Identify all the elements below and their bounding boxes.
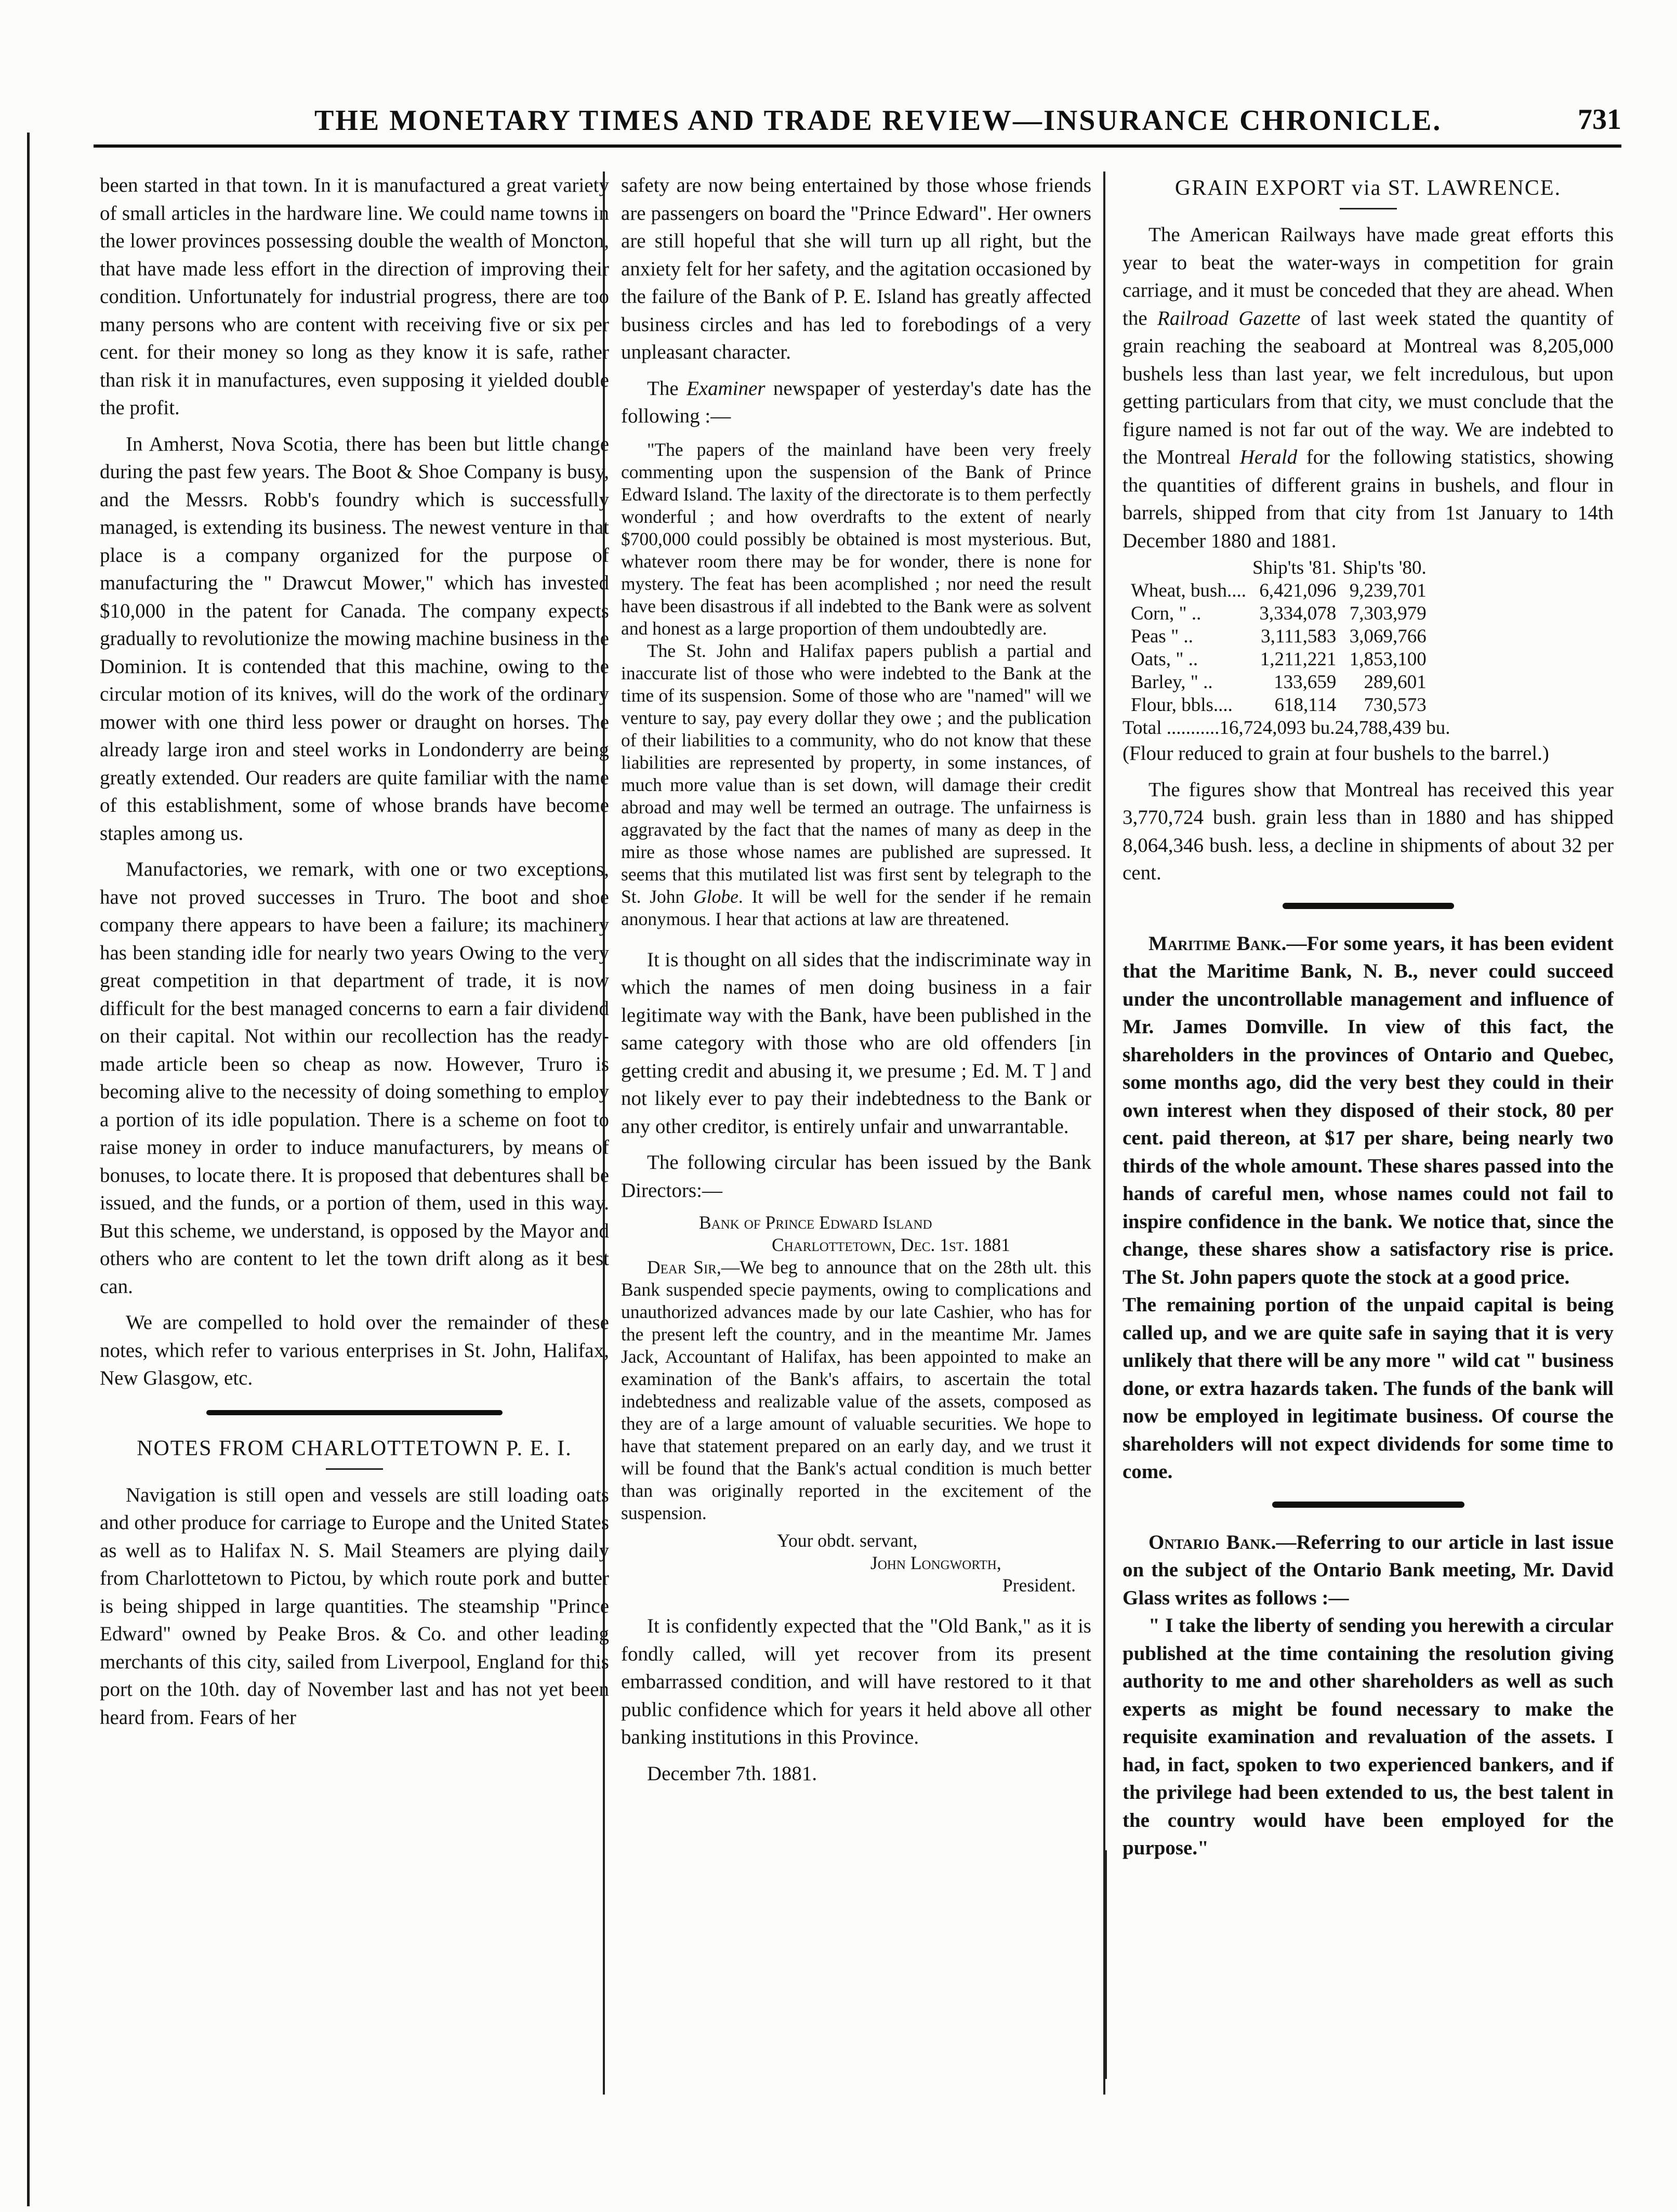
table-header-cell: Ship'ts '81. <box>1252 557 1337 578</box>
text-run: The <box>647 377 686 400</box>
table-cell: 9,239,701 <box>1349 580 1427 601</box>
text-run: of last week stated the quantity of grain reaching the seaboard at Montreal was 8,205,000 bushels less than last year, we felt incredulous, but upon getting particulars from that city, we must conclude that the figure named is not far out of the way. We are indebted to the Montreal <box>1123 307 1614 468</box>
article-paragraph: It is confidently expected that the "Old Bank," as it is fondly called, will yet recover from its present embarrassed condition, and will have restored to it that public confidence which for years it held above all other banking institutions in this Province. <box>621 1615 1091 1748</box>
article-paragraph: Manufactories, we remark, with one or two exceptions, have not proved successes in Truro. The boot and shoe company there appears to have been a failure; its machinery has been standing idle for nearly two years Owing to the very great competition in that department of trade, it is now difficult for the best managed concerns to earn a fair dividend on their capital. Not within our recollection has the ready-made article been so cheap as now. However, Truro is becoming alive to the necessity of doing something to employ a portion of its idle population. There is a scheme on foot to raise money in order to induce manufacturers, by means of bonuses, to locate there. It is proposed that debentures shall be issued, and the funds, or a portion of them, used in this way. But this scheme, we understand, is opposed by the Mayor and others who are content to let the town drift along as it best can. <box>100 858 609 1298</box>
article-paragraph: It is thought on all sides that the indiscriminate way in which the names of men doing business in a fair legitimate way with the Bank, have been published in the same category with those who are old offenders [in getting credit and abusing it, we presume ; Ed. M. T ] and not likely ever to pay their indebtedness to the Bank or any other creditor, is entirely unfair and unwarrantable. <box>621 948 1091 1138</box>
newspaper-name: Globe <box>693 886 738 907</box>
article-paragraph: safety are now being entertained by those whose friends are passengers on board the "Prince Edward". Her owners are still hopeful that she will turn up all right, but the anxiety felt for her safety, and the agitation occasioned by the failure of the Bank of P. E. Island has greatly affected business circles and has led to forebodings of a very unpleasant character. <box>621 174 1091 363</box>
article-paragraph: The following circular has been issued by the Bank Directors:— <box>621 1151 1091 1202</box>
article-paragraph <box>1123 221 1614 555</box>
section-title-charlottetown: NOTES FROM CHARLOTTETOWN P. E. I. <box>137 1436 572 1460</box>
table-cell: Oats, " .. <box>1131 649 1198 670</box>
text-run: The St. John and Halifax papers publish a partial and inaccurate list of those who were indebted to the Bank at the time of its suspension. Some of those who are "named" will we venture to say, pay every dollar they owe ; and the publication of their liabilities to a community, who do not know that these liabilities are represented by property, in some instances, of much more value than is set down, will damage their credit abroad and may well be termed an outrage. The unfairness is aggravated by the fact that the names of many as deep in the mire as those whose names are published are supressed. It seems that this mutilated list was first sent by telegraph to the St. John <box>621 640 1091 907</box>
letter-signature: John Longworth, <box>870 1552 1001 1573</box>
article-paragraph: Navigation is still open and vessels are still loading oats and other produce for carriage to Europe and the United States as well as to Halifax N. S. Mail Steamers are plying daily from Charlottetown to Pictou, by which route pork and butter is being shipped in large quantities. The steamship "Prince Edward" owned by Peake Bros. & Co. and other leading merchants of this city, sailed from Liverpool, England for this port on the 10th. day of November last and has not yet been heard from. Fears of her <box>100 1483 609 1729</box>
column-rule-2 <box>1103 172 1105 2095</box>
column-2 <box>621 172 1091 1787</box>
table-cell: 6,421,096 <box>1259 580 1337 601</box>
table-cell: Barley, " .. <box>1131 672 1213 693</box>
quoted-letter: " I take the liberty of sending you herewith a circular published at the time containing the resolution giving authority to me and other shareholders as well as such experts as might be found necessary to make the requisite examination and revaluation of the assets. I had, in fact, spoken to two experienced bankers, and if the privilege had been extended to us, the best talent in the country would have been employed for the purpose." <box>1123 1614 1614 1859</box>
table-row <box>1128 671 1430 694</box>
table-cell: Peas " .. <box>1131 626 1193 647</box>
table-row <box>1128 625 1430 648</box>
text-run: —Referring to our article in last issue on the subject of the Ontario Bank meeting, Mr. David Glass writes as follows :— <box>1123 1531 1614 1609</box>
table-cell: 7,303,979 <box>1349 603 1427 624</box>
article-paragraph <box>1123 1529 1614 1612</box>
column-1 <box>100 172 609 1731</box>
section-divider <box>1272 1502 1464 1508</box>
text-run: The American Railways have made great efforts this year to beat the water-ways in competition for grain carriage, and it must be conceded that they are ahead. When the <box>1123 223 1614 330</box>
title-rule <box>326 1468 383 1470</box>
page-number: 731 <box>1578 103 1621 136</box>
article-paragraph: We are compelled to hold over the remainder of these notes, which refer to various enterprises in St. John, Halifax, New Glasgow, etc. <box>100 1311 609 1389</box>
table-row <box>1128 602 1430 625</box>
table-cell: 1,853,100 <box>1349 649 1427 670</box>
newspaper-name: Herald <box>1239 446 1298 468</box>
section-lead-ontario-bank: Ontario Bank. <box>1148 1531 1276 1553</box>
text-run: —We beg to announce that on the 28th ult. this Bank suspended specie payments, owing to complications and unauthorized advances made by our late Cashier, who has for the present left the country, and in the meantime Mr. James Jack, Accountant of Halifax, has been appointed to make an examination of the Bank's affairs, to ascertain the total indebtedness and realizable value of the assets, composed as they are of a large amount of valuable securities. We hope to have that statement prepared on an early day, and we trust it will be found that the Bank's actual condition is much better than was originally reported in the excitement of the suspension. <box>621 1257 1091 1523</box>
newspaper-name: Examiner <box>686 377 765 400</box>
letter-heading: Bank of Prince Edward Island <box>699 1212 932 1233</box>
quoted-paragraph: "The papers of the mainland have been very freely commenting upon the suspension of the Bank of Prince Edward Island. The laxity of the directorate is to them perfectly wonderful ; and how overdrafts to the extent of nearly $700,000 could possibly be obtained is most mysterious. But, whatever room there may be for wonder, there is none for mystery. The feat has been acomplished ; nor need the result have been disastrous if all indebted to the Bank were as solvent and honest as a large proportion of them undoubtedly are. <box>621 439 1091 639</box>
table-header-cell: Ship'ts '80. <box>1342 557 1427 578</box>
quote-margin-rule <box>1105 1850 1107 2079</box>
text-run: . It will be well for the sender if he remain anonymous. I hear that actions at law are threatened. <box>621 886 1092 929</box>
article-paragraph: The figures show that Montreal has received this year 3,770,724 bush. grain less than in 1880 and has shipped 8,064,346 bush. less, a decline in shipments of about 32 per cent. <box>1123 778 1614 884</box>
section-divider <box>1283 903 1454 909</box>
title-rule <box>1340 208 1397 209</box>
table-cell: Wheat, bush.... <box>1131 580 1246 601</box>
table-cell: 133,659 <box>1274 672 1337 693</box>
page-header <box>94 99 1621 146</box>
table-header-row <box>1128 557 1430 580</box>
section-title-grain-export: GRAIN EXPORT via ST. LAWRENCE. <box>1174 176 1562 200</box>
section-divider <box>206 1410 503 1415</box>
section-lead-maritime-bank: Maritime Bank. <box>1148 932 1287 955</box>
letter-dateline: Charlottetown, Dec. 1st. 1881 <box>772 1234 1010 1255</box>
table-cell: 3,111,583 <box>1261 626 1337 647</box>
column-3 <box>1123 172 1614 1862</box>
article-paragraph: In Amherst, Nova Scotia, there has been but little change during the past few years. The Boot & Shoe Company is busy, and the Messrs. Robb's foundry which is successfully managed, is extending its business. The newest venture in that place is a company organized for the purpose of manufacturing the " Drawcut Mower," which has invested $10,000 in the patent for Canada. The company expects gradually to revolutionize the mowing machine business in the Dominion. It is contended that this machine, owing to the circular motion of its knives, will do the work of the ordinary mower with one third less power or draught on horses. The already large iron and steel works in Londonderry are being greatly extended. Our readers are quite familiar with the name of this establishment, some of whose brands have become staples among us. <box>100 432 609 845</box>
text-run: for the following statistics, showing the quantities of different grains in bushels, and flour in barrels, shipped from that city from 1st January to 14th December 1880 and 1881. <box>1123 446 1614 552</box>
table-total: Total ...........16,724,093 bu.24,788,439 bu. <box>1123 717 1450 739</box>
letter-salutation: Dear Sir, <box>647 1257 721 1278</box>
table-cell: 1,211,221 <box>1260 649 1337 670</box>
letter-body <box>621 1256 1091 1524</box>
table-cell: Corn, " .. <box>1131 603 1201 624</box>
table-cell: 3,069,766 <box>1349 626 1427 647</box>
table-cell: 3,334,078 <box>1259 603 1337 624</box>
header-rule <box>94 144 1621 148</box>
newspaper-name: Railroad Gazette <box>1157 307 1301 330</box>
page-edge-rule <box>27 133 30 2206</box>
table-note: (Flour reduced to grain at four bushels to the barrel.) <box>1123 742 1549 765</box>
article-paragraph <box>1123 930 1614 1292</box>
masthead-title: THE MONETARY TIMES AND TRADE REVIEW—INSURANCE CHRONICLE. <box>314 104 1442 137</box>
article-date: December 7th. 1881. <box>647 1762 817 1785</box>
table-cell: 618,114 <box>1274 694 1337 716</box>
article-paragraph <box>621 375 1091 430</box>
table-cell: 730,573 <box>1364 694 1427 716</box>
table-header-cell <box>1128 557 1249 580</box>
text-run: —For some years, it has been evident that the Maritime Bank, N. B., never could succeed under the uncontrollable management and influence of Mr. James Domville. In view of this fact, the shareholders in the provinces of Ontario and Quebec, some months ago, did the very best they could in their own interest when they disposed of their stock, 80 per cent. paid thereon, at $17 per share, being nearly two thirds of the whole amount. These shares passed into the hands of careful men, whose names could not fail to inspire confidence in the bank. We notice that, since the change, these shares show a satisfactory rise is price. The St. John papers quote the stock at a good price. <box>1123 932 1614 1288</box>
table-row <box>1128 694 1430 717</box>
letter-role: President. <box>1002 1575 1076 1596</box>
article-paragraph: The remaining portion of the unpaid capital is being called up, and we are quite safe in saying that it is very unlikely that there will be any more " wild cat " business done, or extra hazards taken. The funds of the bank will now be employed in legitimate business. Of course the shareholders will not expect dividends for some time to come. <box>1123 1294 1614 1483</box>
text-run: newspaper of yesterday's date has the following :— <box>621 377 1091 427</box>
article-paragraph: been started in that town. In it is manufactured a great variety of small articles in the hardware line. We could name towns in the lower provinces possessing double the wealth of Moncton, that have made less effort in the direction of improving their condition. Unfortunately for industrial progress, there are too many persons who are content with receiving five or six per cent. for their money so long as they know it is safe, rather than risk it in manufactures, even supposing it yielded double the profit. <box>100 174 609 419</box>
letter-closing: Your obdt. servant, <box>777 1530 918 1551</box>
quoted-paragraph <box>621 640 1091 930</box>
table-row <box>1128 648 1430 671</box>
table-row <box>1128 580 1430 602</box>
table-cell: 289,601 <box>1364 672 1427 693</box>
grain-shipments-table <box>1128 557 1430 717</box>
table-cell: Flour, bbls.... <box>1131 694 1233 716</box>
